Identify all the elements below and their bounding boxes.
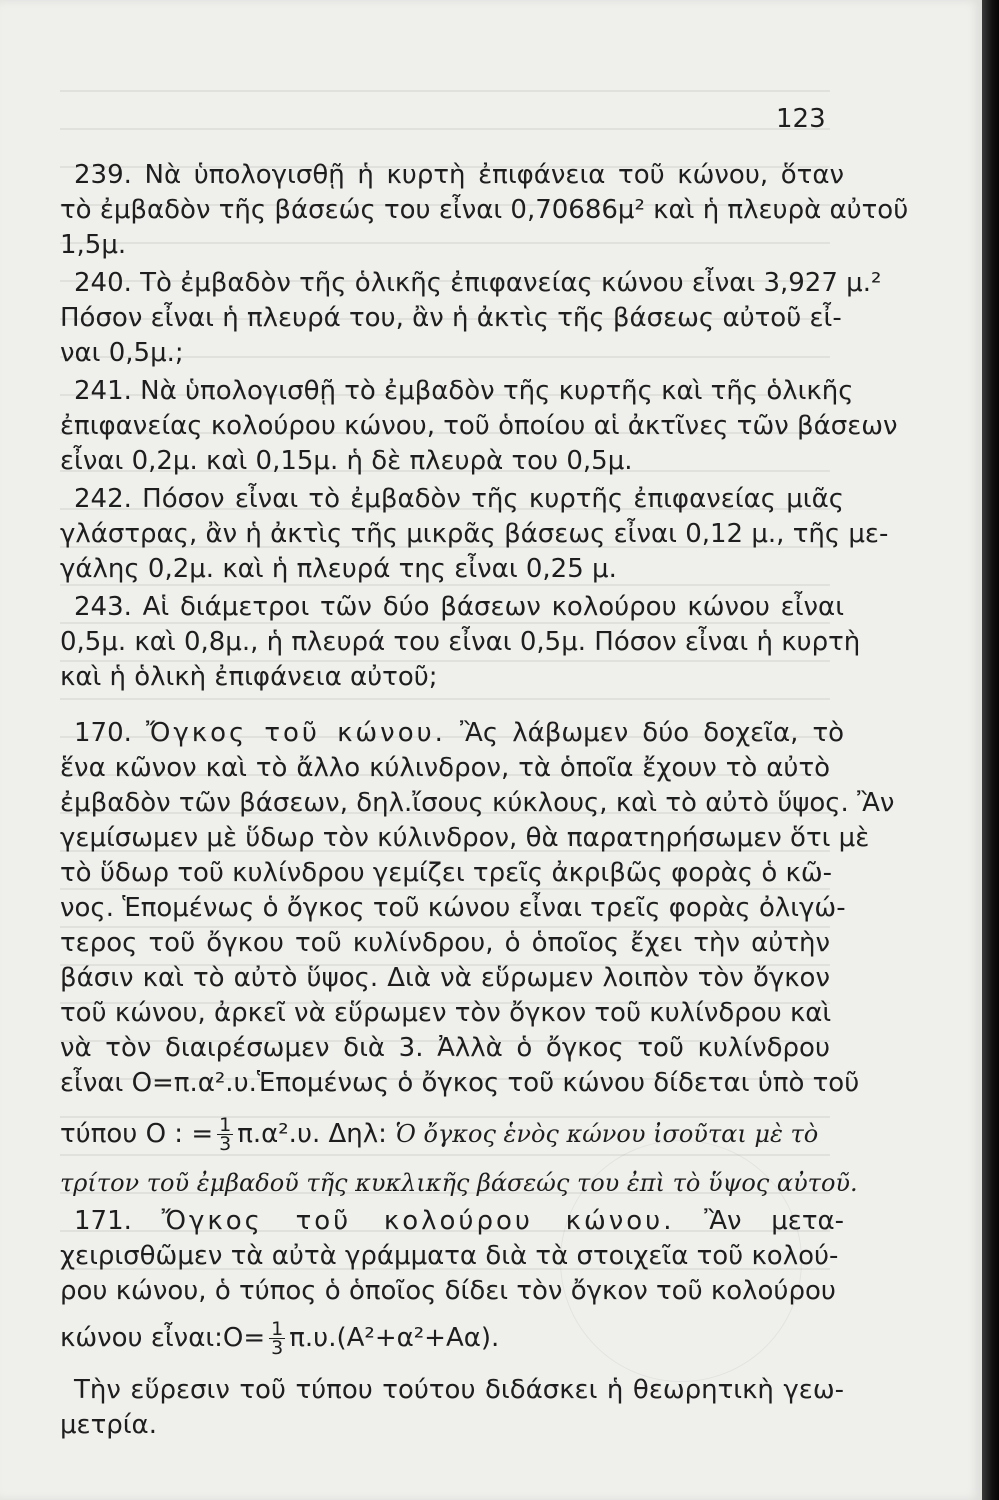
ex239-line-3: 1,5μ. (60, 230, 127, 260)
ex243-line-1: 243. Αἱ διάμετροι τῶν δύο βάσεων κολούρου κώνου εἶναι (74, 592, 844, 622)
s171-closing-1: Τὴν εὕρεσιν τοῦ τύπου τούτου διδάσκει ἡ θεωρητικὴ γεω- (74, 1375, 844, 1405)
ex239-line-1: 239. Νὰ ὑπολογισθῇ ἡ κυρτὴ ἐπιφάνεια τοῦ κώνου, ὅταν (74, 160, 844, 190)
ex240-line-3: ναι 0,5μ.; (60, 338, 184, 368)
ex240-line-1: 240. Τὸ ἐμβαδὸν τῆς ὁλικῆς ἐπιφανείας κώνου εἶναι 3,927 μ.² (74, 268, 882, 298)
s170-formula-line (60, 1116, 818, 1153)
ex243-line-3: καὶ ἡ ὁλικὴ ἐπιφάνεια αὐτοῦ; (60, 662, 438, 692)
s170-theorem-1: Ὁ ὄγκος ἑνὸς κώνου ἰσοῦται μὲ τὸ (395, 1120, 819, 1148)
page-number: 123 (776, 104, 826, 134)
s170-theorem-2: τρίτον τοῦ ἐμβαδοῦ τῆς κυκλικῆς βάσεώς του ἐπὶ τὸ ὕψος αὐτοῦ. (60, 1169, 858, 1197)
s170-line-6: νος. Ἑπομένως ὁ ὄγκος τοῦ κώνου εἶναι τρεῖς φορὰς ὀλιγώ- (60, 893, 846, 923)
s171-line-2: χειρισθῶμεν τὰ αὐτὰ γράμματα διὰ τὰ στοιχεῖα τοῦ κολού- (60, 1241, 839, 1271)
ex243-line-2: 0,5μ. καὶ 0,8μ., ἡ πλευρά του εἶναι 0,5μ. Πόσον εἶναι ἡ κυρτὴ (60, 627, 861, 657)
s171-heading: Ὄγκος τοῦ κολούρου κώνου. (161, 1206, 675, 1236)
ex242-line-1: 242. Πόσον εἶναι τὸ ἐμβαδὸν τῆς κυρτῆς ἐπιφανείας μιᾶς (74, 484, 844, 514)
s171-frac-num: 1 (271, 1318, 284, 1340)
s170-formula-post: π.α².υ. Δηλ: (237, 1119, 387, 1149)
s170-line-7: τερος τοῦ ὄγκου τοῦ κυλίνδρου, ὁ ὁποῖος ἔχει τὴν αὐτὴν (60, 928, 830, 958)
ex241-line-1: 241. Νὰ ὑπολογισθῇ τὸ ἐμβαδὸν τῆς κυρτῆς καὶ τῆς ὁλικῆς (74, 376, 854, 406)
s170-heading: Ὄγκος τοῦ κώνου. (146, 718, 446, 748)
ex240-line-2: Πόσον εἶναι ἡ πλευρά του, ἂν ἡ ἀκτὶς τῆς βάσεως αὐτοῦ εἶ- (60, 303, 842, 333)
s170-line-9: τοῦ κώνου, ἀρκεῖ νὰ εὕρωμεν τὸν ὄγκον τοῦ κυλίνδρου καὶ (60, 998, 832, 1028)
s170-line-3: ἐμβαδὸν τῶν βάσεων, δηλ.ἴσους κύκλους, καὶ τὸ αὐτὸ ὕψος. Ἂν (60, 788, 895, 818)
s171-formula-line (60, 1320, 499, 1357)
s170-line-10: νὰ τὸν διαιρέσωμεν διὰ 3. Ἀλλὰ ὁ ὄγκος τοῦ κυλίνδρου (60, 1033, 830, 1063)
s171-closing-2: μετρία. (60, 1410, 157, 1440)
s170-line-8: βάσιν καὶ τὸ αὐτὸ ὕψος. Διὰ νὰ εὕρωμεν λοιπὸν τὸν ὄγκον (60, 963, 830, 993)
s170-formula-pre: τύπου Ο : = (60, 1119, 214, 1149)
ex239-line-2: τὸ ἐμβαδὸν τῆς βάσεώς του εἶναι 0,70686μ² καὶ ἡ πλευρὰ αὐτοῦ (60, 195, 909, 225)
s170-line-4: γεμίσωμεν μὲ ὕδωρ τὸν κύλινδρον, θὰ παρατηρήσωμεν ὅτι μὲ (60, 823, 870, 853)
s171-formula-pre: κώνου εἶναι:Ο= (60, 1323, 266, 1353)
s171-line-1-text: Ἂν μετα- (704, 1206, 845, 1236)
s171-number: 171. (74, 1206, 132, 1236)
page-edge-shadow (982, 0, 999, 1500)
s170-line-11: εἶναι Ο=π.α².υ.Ἑπομένως ὁ ὄγκος τοῦ κώνου δίδεται ὑπὸ τοῦ (60, 1068, 860, 1098)
ex241-line-3: εἶναι 0,2μ. καὶ 0,15μ. ἡ δὲ πλευρὰ του 0,5μ. (60, 446, 633, 476)
s171-line-3: ρου κώνου, ὁ τύπος ὁ ὁποῖος δίδει τὸν ὄγκον τοῦ κολούρου (60, 1276, 836, 1306)
s171-frac-den: 3 (271, 1337, 284, 1359)
s170-fraction (217, 1116, 233, 1153)
s170-frac-den: 3 (219, 1133, 232, 1155)
ex241-line-2: ἐπιφανείας κολούρου κώνου, τοῦ ὁποίου αἱ ἀκτῖνες τῶν βάσεων (60, 411, 898, 441)
s170-line-5: τὸ ὕδωρ τοῦ κυλίνδρου γεμίζει τρεῖς ἀκριβῶς φορὰς ὁ κῶ- (60, 858, 832, 888)
s171-fraction (269, 1320, 285, 1357)
ex242-line-2: γλάστρας, ἂν ἡ ἀκτὶς τῆς μικρᾶς βάσεως εἶναι 0,12 μ., τῆς με- (60, 519, 889, 549)
s170-line-2: ἕνα κῶνον καὶ τὸ ἄλλο κύλινδρον, τὰ ὁποῖα ἔχουν τὸ αὐτὸ (60, 753, 830, 783)
s171-formula-post: π.υ.(Α²+α²+Αα). (289, 1323, 500, 1353)
s170-line-1 (74, 718, 844, 748)
s170-frac-num: 1 (219, 1114, 232, 1136)
ex242-line-3: γάλης 0,2μ. καὶ ἡ πλευρά της εἶναι 0,25 μ. (60, 554, 617, 584)
s170-number: 170. (74, 718, 132, 748)
s171-line-1 (74, 1206, 844, 1236)
s170-line-1-text: Ἂς λάβωμεν δύο δοχεῖα, τὸ (460, 718, 845, 748)
